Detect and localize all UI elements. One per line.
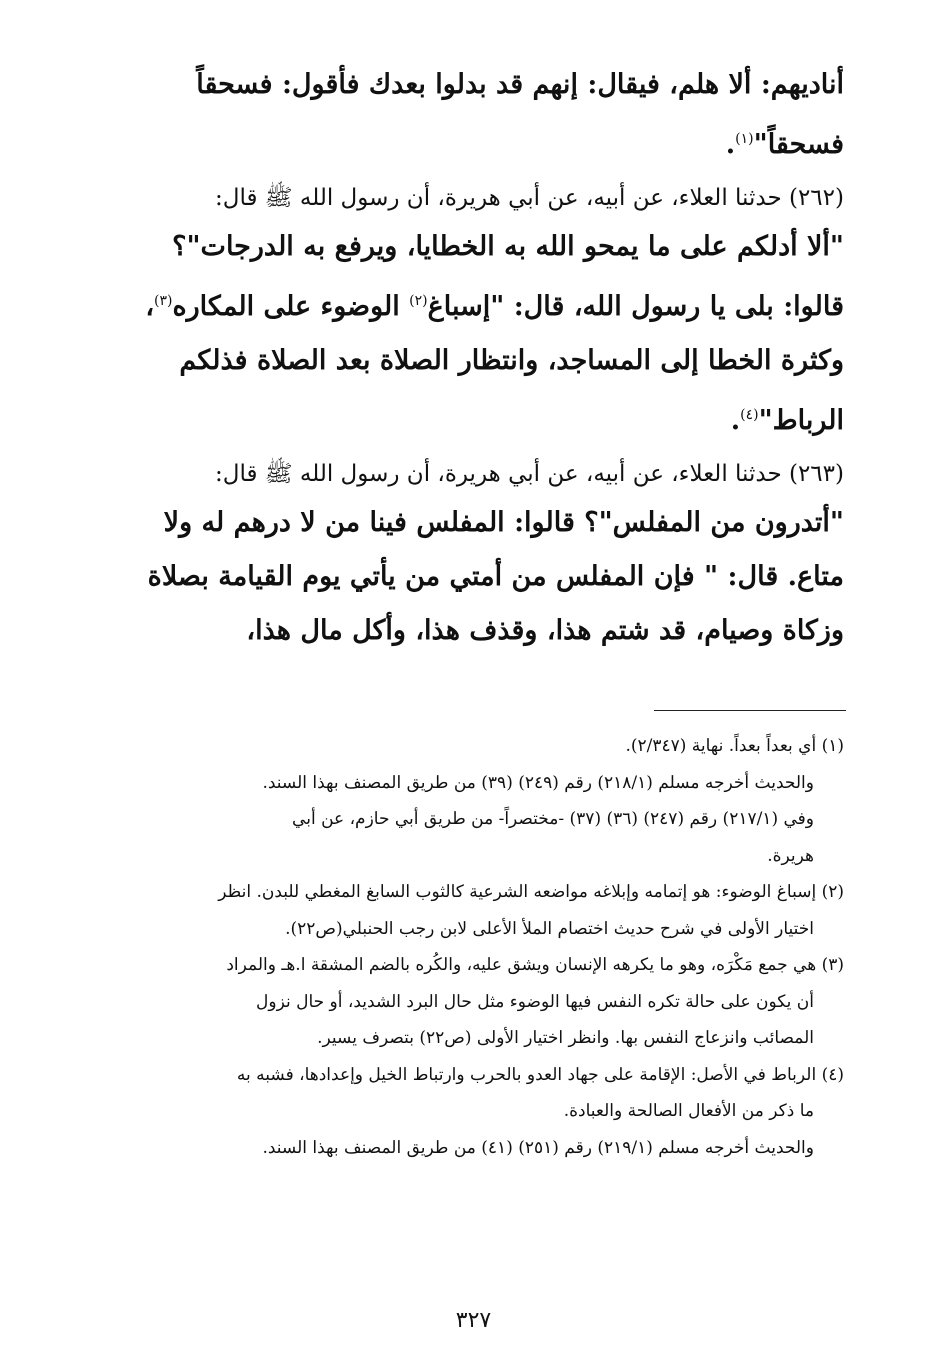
punctuation: .	[730, 405, 741, 436]
footnote-3-cont: المصائب وانزعاج النفس بها. وانظر اختيار الأولى (ص٢٢) بتصرف يسير.	[317, 1028, 814, 1048]
hadith-262-narration: (٢٦٢) حدثنا العلاء، عن أبيه، عن أبي هريرة، أن رسول الله ﷺ قال:	[215, 185, 844, 211]
hadith-262-line	[104, 274, 844, 334]
hadith-262-line	[104, 388, 844, 448]
text-line-content: قالوا: بلى يا رسول الله، قال: "إسباغ	[427, 291, 844, 322]
footnote-3: (٣) هي جمع مَكْرَه، وهو ما يكرهه الإنسان ويشق عليه، والكُره بالضم المشقة ا.هـ والمراد	[226, 955, 844, 975]
footnote-4-cont: والحديث أخرجه مسلم (٢١٩/١) رقم (٢٥١) (٤١) من طريق المصنف بهذا السند.	[262, 1137, 814, 1158]
punctuation: ،	[145, 291, 155, 322]
hadith-263-narration: (٢٦٣) حدثنا العلاء، عن أبيه، عن أبي هريرة، أن رسول الله ﷺ قال:	[215, 461, 844, 487]
footnote-ref[interactable]: (١)	[735, 131, 754, 147]
footnote-1-cont: وفي (٢١٧/١) رقم (٢٤٧) (٣٦) (٣٧) -مختصراً- من طريق أبي حازم، عن أبي	[292, 809, 814, 829]
footnote-ref[interactable]: (٤)	[740, 407, 759, 423]
main-text	[104, 58, 844, 658]
footnote-2-cont: اختيار الأولى في شرح حديث اختصام الملأ الأعلى لابن رجب الحنبلي(ص٢٢).	[285, 918, 814, 939]
footnote-1-cont: والحديث أخرجه مسلم (٢١٨/١) رقم (٢٤٩) (٣٩) من طريق المصنف بهذا السند.	[262, 772, 814, 793]
hadith-263-line: وزكاة وصيام، قد شتم هذا، وقذف هذا، وأكل مال هذا،	[246, 615, 844, 646]
footnote-4-cont: ما ذكر من الأفعال الصالحة والعبادة.	[563, 1101, 814, 1121]
footnote-4: (٤) الرباط في الأصل: الإقامة على جهاد العدو بالحرب وارتباط الخيل وإعدادها، فشبه به	[236, 1064, 844, 1085]
text-line	[104, 58, 844, 112]
text-line-content: أناديهم: ألا هلم، فيقال: إنهم قد بدلوا بعدك فأقول: فسحقاً	[196, 69, 844, 100]
footnote-divider	[654, 710, 846, 711]
hadith-263-line: متاع. قال: " فإن المفلس من أمتي من يأتي يوم القيامة بصلاة	[147, 561, 844, 592]
footnote-1-cont: هريرة.	[767, 845, 814, 866]
text-line-content: فسحقاً"	[753, 129, 844, 160]
footnote-2: (٢) إسباغ الوضوء: هو إتمامه وإبلاغه مواضعه الشرعية كالثوب السابغ المغطي للبدن. انظر	[218, 882, 844, 902]
hadith-262-line: وكثرة الخطا إلى المساجد، وانتظار الصلاة بعد الصلاة فذلكم	[179, 345, 844, 376]
hadith-263-line: "أتدرون من المفلس"؟ قالوا: المفلس فينا من لا درهم له ولا	[163, 507, 844, 538]
page-number: ٣٢٧	[455, 1308, 492, 1333]
hadith-262-line: "ألا أدلكم على ما يمحو الله به الخطايا، ويرفع به الدرجات"؟	[172, 231, 844, 262]
footnote-ref[interactable]: (٢)	[409, 293, 428, 309]
footnotes	[104, 728, 844, 1166]
footnote-1: (١) أي بعداً بعداً. نهاية (٢/٣٤٧).	[625, 736, 844, 756]
text-line-content: الرباط"	[758, 405, 844, 436]
footnote-ref[interactable]: (٣)	[154, 293, 173, 309]
footnote-3-cont: أن يكون على حالة تكره النفس فيها الوضوء مثل حال البرد الشديد، أو حال نزول	[256, 991, 814, 1012]
punctuation: .	[725, 129, 736, 160]
text-line-content: الوضوء على المكاره	[172, 291, 410, 322]
text-line	[104, 112, 844, 172]
